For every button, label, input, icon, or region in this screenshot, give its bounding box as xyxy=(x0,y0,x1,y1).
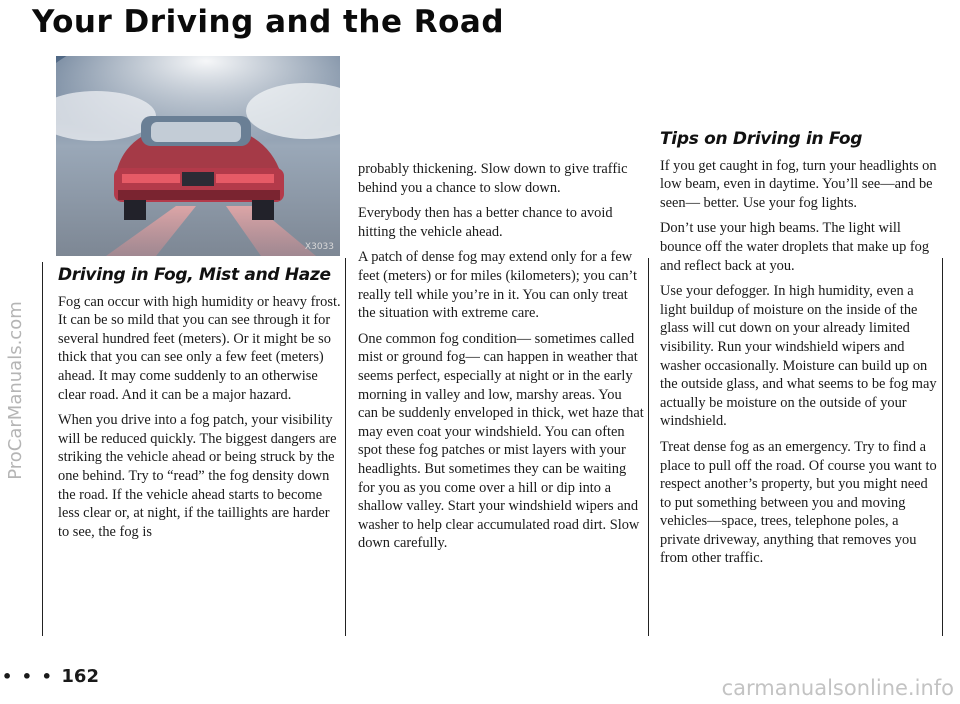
paragraph: Use your defogger. In high humidity, even a light buildup of moisture on the inside of the glass will cut down on your already limited visibility. Run your windshield wipers and washer occasionally. Moisture can build up on the outside glass, and what seems to be fog may actually be moisture on the outside of your windshield. xyxy=(660,283,937,430)
paragraph: If you get caught in fog, turn your headlights on low beam, even in daytime. You’ll see—and be seen— better. Use your fog lights. xyxy=(660,157,937,211)
paragraph: Everybody then has a better chance to avoid hitting the vehicle ahead. xyxy=(358,205,613,240)
bottom-watermark: carmanualsonline.info xyxy=(721,676,954,700)
fog-car-drawing xyxy=(56,56,340,256)
paragraph: A patch of dense fog may extend only for a few feet (meters) or for miles (kilometers); you can’t really tell while you’re in it. You can only treat the situation with extreme care. xyxy=(358,249,638,322)
figure-code: X3033 xyxy=(304,242,334,252)
side-watermark-text: ProCarManuals.com xyxy=(4,300,26,480)
section-heading-fog-mist-haze: Driving in Fog, Mist and Haze xyxy=(58,265,331,285)
page-marker: • • • xyxy=(2,667,54,686)
page-title: Your Driving and the Road xyxy=(32,4,505,40)
paragraph: Treat dense fog as an emergency. Try to find a place to pull off the road. Of course you want to respect another’s property, but you might need to put something between you and moving vehicles—space, trees, telephone poles, a private driveway, anything that removes you from other traffic. xyxy=(660,438,937,567)
column-1 xyxy=(58,266,342,548)
page-footer xyxy=(2,666,99,687)
column-3 xyxy=(660,130,940,575)
paragraph: Fog can occur with high humidity or heavy frost. It can be so mild that you can see through it for several hundred feet (meters). Or it might be so thick that you can see only a few feet (meters) ahead. It may come suddenly to an otherwise clear road. And it can be a major hazard. xyxy=(58,293,341,403)
paragraph: probably thickening. Slow down to give traffic behind you a chance to slow down. xyxy=(358,161,628,196)
paragraph: One common fog condition— sometimes called mist or ground fog— can happen in weather that seems perfect, especially at night or in the early morning in valley and low, marshy areas. You can be suddenly enveloped in thick, wet haze that may even coat your windshield. You can often spot these fog patches or mist layers with your headlights. But sometimes they can be waiting for you as you come over a hill or dip into a shallow valley. Start your windshield wipers and washer to help clear accumulated road dirt. Slow down carefully. xyxy=(358,330,644,552)
paragraph: Don’t use your high beams. The light will bounce off the water droplets that make up fog and reflect back at you. xyxy=(660,220,930,274)
page-number: 162 xyxy=(61,666,99,687)
column-divider-1 xyxy=(42,262,43,636)
column-divider-2 xyxy=(345,258,346,636)
column-divider-4 xyxy=(942,258,943,636)
section-heading-tips-fog: Tips on Driving in Fog xyxy=(660,129,863,149)
column-2 xyxy=(358,160,644,560)
side-watermark xyxy=(2,100,28,680)
paragraph: When you drive into a fog patch, your visibility will be reduced quickly. The biggest dangers are striking the vehicle ahead or being struck by the one behind. Try to “read” the fog density down the road. If the vehicle ahead starts to become less clear or, at night, if the taillights are harder to see, the fog is xyxy=(58,412,337,540)
column-divider-3 xyxy=(648,258,649,636)
fog-car-illustration xyxy=(56,56,340,256)
